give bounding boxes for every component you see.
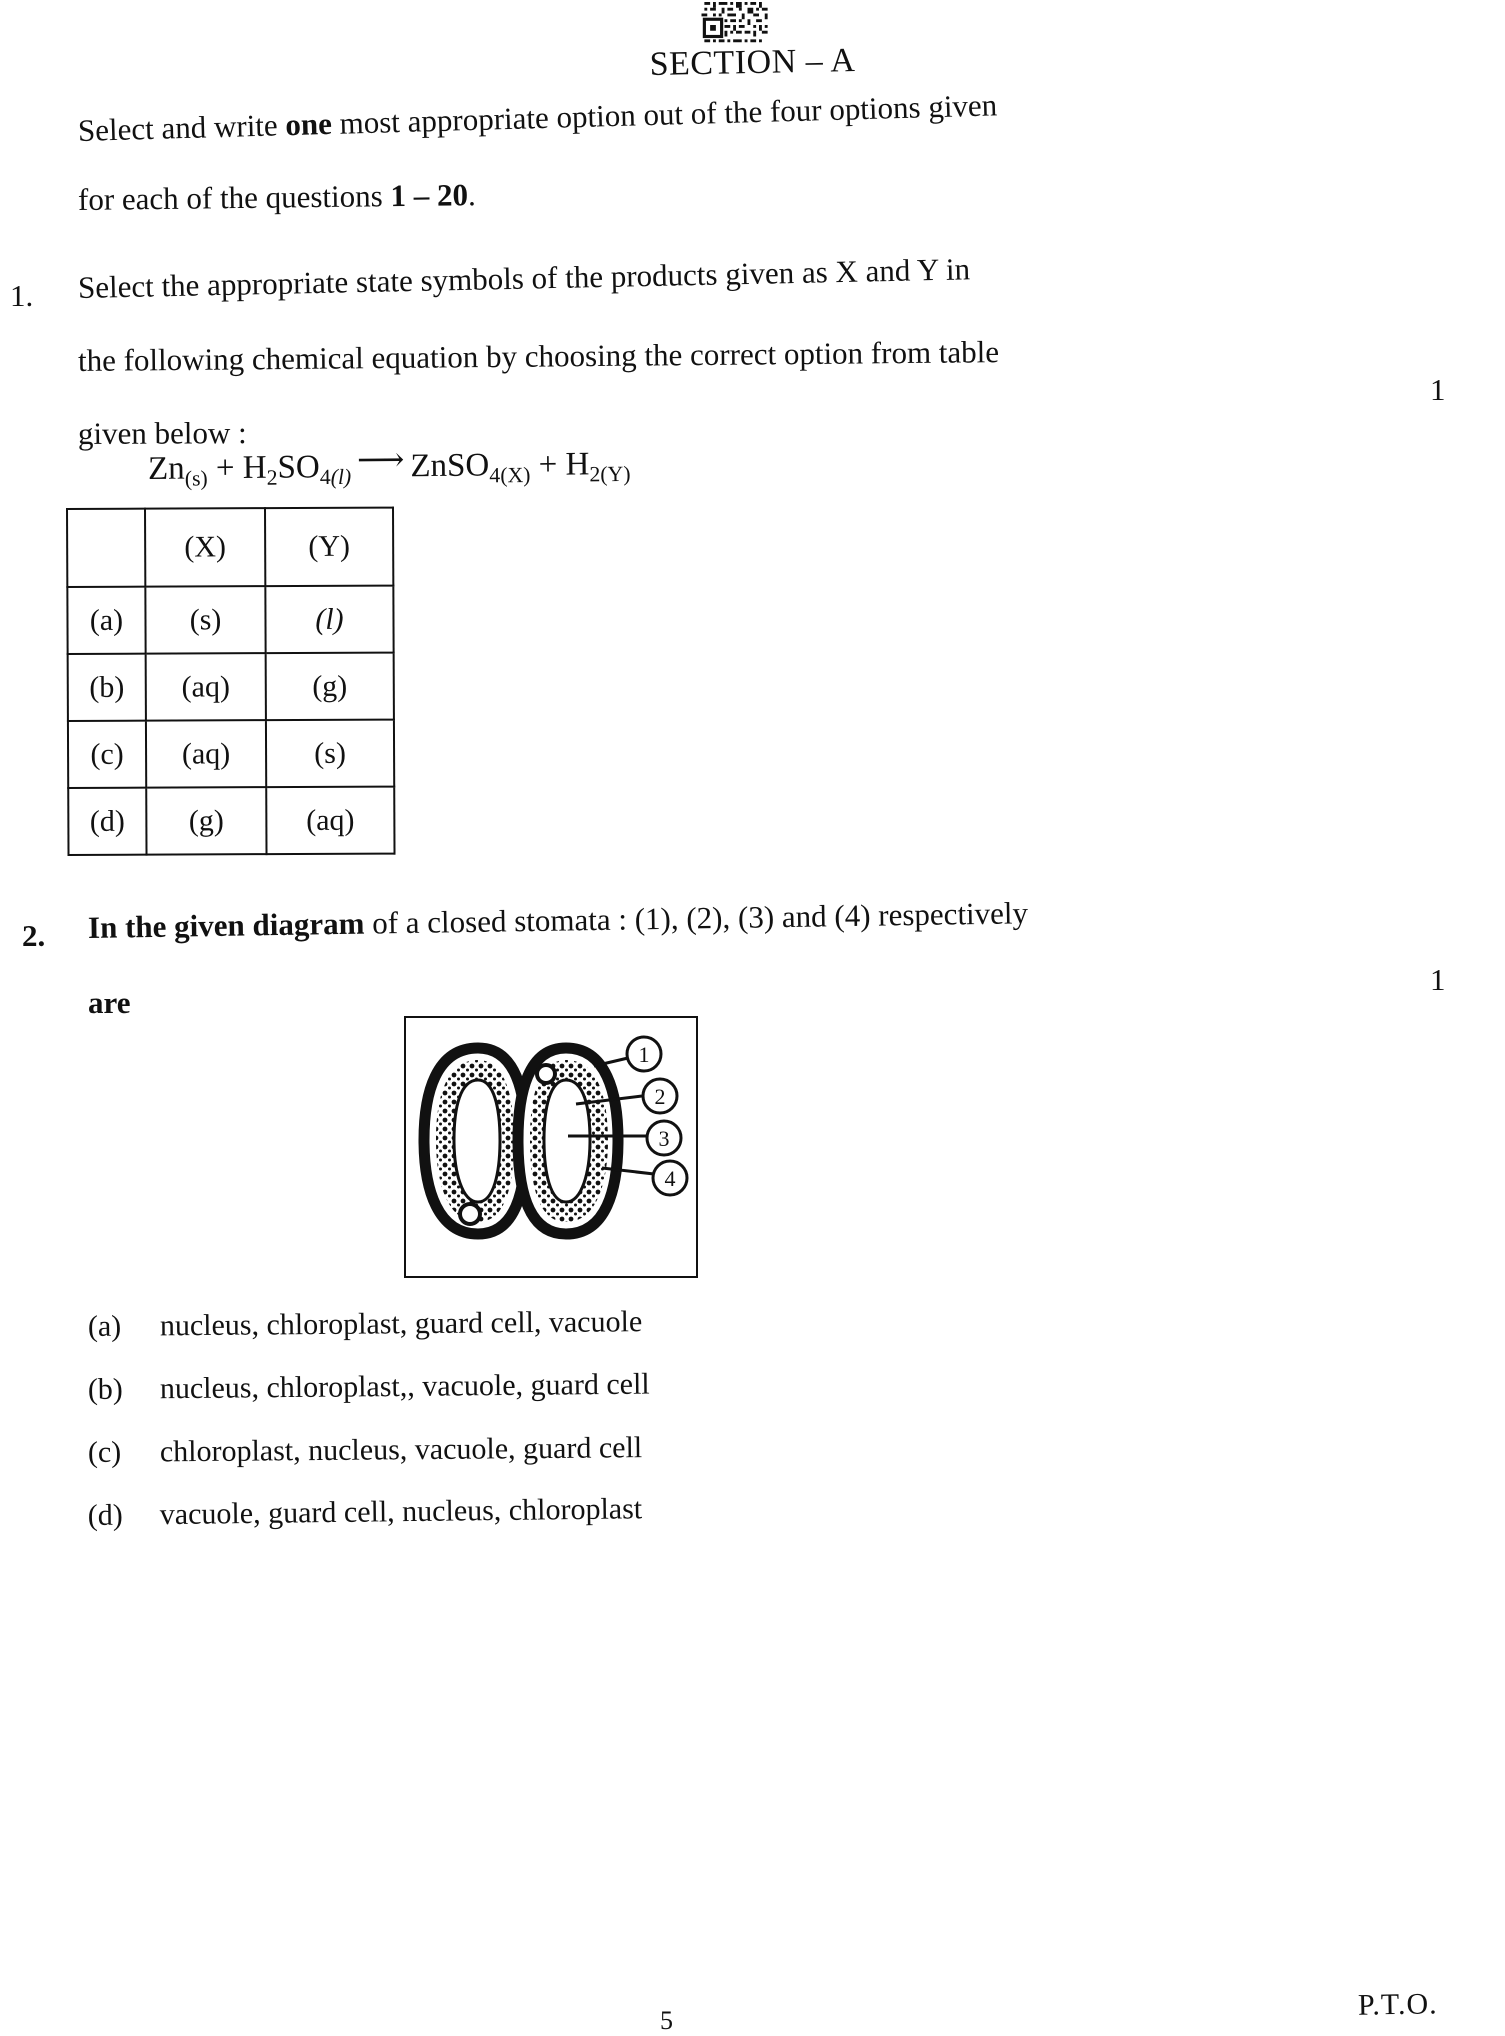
table-header-y: (Y) xyxy=(265,508,393,587)
table-row-label-a: (a) xyxy=(67,587,145,654)
option-b-text: nucleus, chloroplast,, vacuole, guard cell xyxy=(159,1367,650,1406)
table-cell-c-y: (s) xyxy=(266,720,394,788)
equation-product-1-sub: 4 xyxy=(489,463,501,488)
option-b[interactable] xyxy=(88,1361,1289,1436)
option-b-label: (b) xyxy=(87,1372,123,1406)
instructions-line-1-bold: one xyxy=(284,105,333,143)
table-cell-b-x: (aq) xyxy=(146,653,266,721)
instructions-line-1-pre: Select and write xyxy=(77,107,286,148)
table-row[interactable] xyxy=(68,653,394,721)
table-cell-b-y: (g) xyxy=(266,653,394,721)
table-cell-d-x: (g) xyxy=(146,787,266,855)
table-row[interactable] xyxy=(67,586,393,654)
section-title: SECTION – A xyxy=(649,42,856,83)
instructions-line-2-post: . xyxy=(467,177,476,213)
table-cell-c-x: (aq) xyxy=(146,720,266,788)
table-row[interactable] xyxy=(68,787,394,855)
table-header-row xyxy=(67,508,393,587)
table-row-label-c: (c) xyxy=(68,721,146,788)
question-2-line-1-bold: In the given diagram xyxy=(87,905,365,945)
table-row-label-b: (b) xyxy=(68,654,146,721)
equation-plus-1: + xyxy=(215,450,235,487)
equation-product-1-state: (X) xyxy=(500,462,531,488)
equation-plus-2: + xyxy=(538,446,558,483)
question-1-line-3: given below : xyxy=(77,415,247,451)
qr-code-mark xyxy=(700,2,772,48)
instructions-line-2-bold: 1 – 20 xyxy=(390,177,469,214)
table-cell-a-x: (s) xyxy=(145,586,265,654)
option-d-label: (d) xyxy=(87,1498,124,1532)
question-1-marks: 1 xyxy=(1430,372,1446,407)
equation-product-1: ZnSO xyxy=(410,447,490,485)
equation-reactant-2-sub-2: 2 xyxy=(266,465,278,490)
svg-text:1: 1 xyxy=(638,1042,650,1067)
equation-reactant-2-state: (l) xyxy=(330,464,352,490)
equation-reactant-2-h: H xyxy=(242,449,267,487)
svg-text:4: 4 xyxy=(664,1166,676,1191)
equation-reactant-1: Zn xyxy=(147,450,185,487)
page-turn-over: P.T.O. xyxy=(1357,1987,1438,2022)
instructions-line-1-post: most appropriate option out of the four options given xyxy=(331,87,998,141)
option-a-text: nucleus, chloroplast, guard cell, vacuole xyxy=(159,1305,643,1343)
table-cell-d-y: (aq) xyxy=(266,787,394,855)
question-2-line-1 xyxy=(88,896,1108,943)
option-a-label: (a) xyxy=(87,1309,122,1343)
page-number: 5 xyxy=(660,2006,673,2035)
question-2-number: 2. xyxy=(22,918,46,953)
option-c-text: chloroplast, nucleus, vacuole, guard cell xyxy=(159,1431,643,1469)
question-1-text xyxy=(77,251,1108,451)
equation-reactant-1-state: (s) xyxy=(184,466,208,491)
question-2-marks: 1 xyxy=(1430,962,1446,997)
equation-reactant-2-so: SO xyxy=(277,449,320,486)
svg-text:2: 2 xyxy=(654,1084,666,1109)
table-header-x: (X) xyxy=(145,508,265,587)
equation-arrow-icon: ⟶ xyxy=(356,442,405,479)
table-cell-a-y: (l) xyxy=(265,586,393,654)
question-1-line-1: Select the appropriate state symbols of the products given as X and Y in xyxy=(77,251,971,305)
question-2-text xyxy=(87,895,1108,1020)
question-1-number: 1. xyxy=(10,278,34,313)
state-symbol-options-table xyxy=(66,507,396,856)
table-row-label-d: (d) xyxy=(68,788,146,855)
chemical-equation xyxy=(148,443,631,492)
question-1-line-2: the following chemical equation by choosing the correct option from table xyxy=(77,334,1000,378)
option-a[interactable] xyxy=(88,1300,1289,1373)
equation-product-2-state: (Y) xyxy=(600,461,631,487)
question-2-line-2: are xyxy=(88,985,131,1020)
equation-product-2-sub: 2 xyxy=(589,462,601,487)
option-d[interactable] xyxy=(88,1484,1289,1562)
equation-reactant-2-sub-4: 4 xyxy=(319,465,331,490)
instructions-line-2 xyxy=(78,171,1108,215)
question-2-line-1-rest: of a closed stomata : (1), (2), (3) and (4) respectively xyxy=(364,895,1029,941)
table-header-blank xyxy=(67,509,145,587)
option-d-text: vacuole, guard cell, nucleus, chloroplast xyxy=(159,1492,643,1532)
closed-stomata-diagram xyxy=(404,1016,698,1278)
instructions-block xyxy=(77,87,1108,217)
table-row[interactable] xyxy=(68,720,394,788)
option-c-label: (c) xyxy=(87,1435,122,1469)
question-2-options xyxy=(87,1305,1288,1562)
instructions-line-2-pre: for each of the questions xyxy=(77,178,391,217)
equation-product-2: H xyxy=(565,446,590,483)
instructions-line-1 xyxy=(78,86,1108,146)
svg-text:3: 3 xyxy=(658,1126,670,1151)
